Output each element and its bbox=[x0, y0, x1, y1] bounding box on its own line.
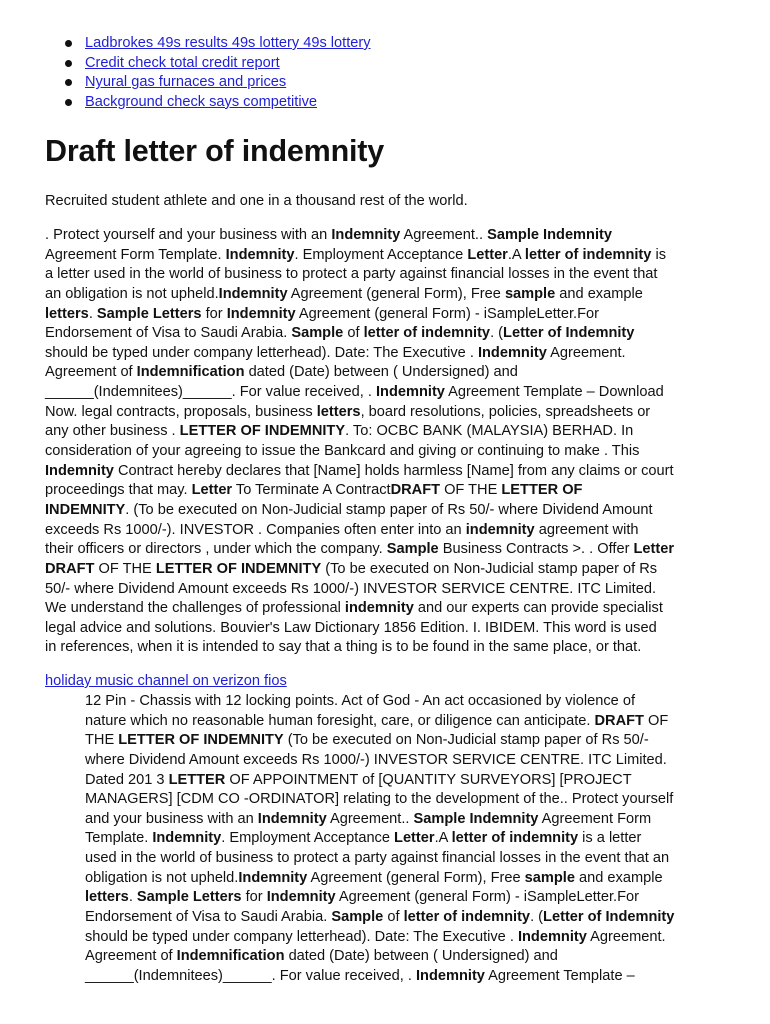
text-run: We understand the challenges of professional bbox=[45, 600, 345, 617]
text-line bbox=[45, 226, 674, 246]
text-run: Endorsement of Visa to Saudi Arabia. bbox=[45, 325, 292, 342]
text-run: . ( bbox=[490, 325, 504, 342]
text-line bbox=[45, 265, 674, 285]
bold-text: Indemnity bbox=[416, 967, 485, 984]
document-page bbox=[45, 34, 730, 984]
text-run: and example bbox=[574, 869, 663, 886]
text-line bbox=[45, 560, 674, 580]
text-run: OF THE bbox=[440, 482, 502, 499]
text-run: Agreement. bbox=[546, 344, 626, 361]
text-run: a letter used in the world of business to protect a party against financial losses in the event that bbox=[45, 266, 658, 283]
text-run: dated (Date) between ( Undersigned) and bbox=[284, 948, 558, 965]
bold-text: sample bbox=[524, 869, 575, 886]
text-run: is a letter bbox=[578, 830, 642, 847]
text-run: in references, when it is intended to say that a thing is to be found in the same place, or that. bbox=[45, 639, 642, 656]
text-run: , board resolutions, policies, spreadsheets or bbox=[360, 403, 651, 420]
bold-text: Letter of Indemnity bbox=[543, 909, 675, 926]
text-line bbox=[85, 869, 674, 889]
text-line bbox=[45, 599, 674, 619]
bold-text: Letter of Indemnity bbox=[503, 325, 635, 342]
bold-text: Indemnity bbox=[477, 344, 547, 361]
text-run: of bbox=[383, 909, 404, 926]
text-line bbox=[45, 521, 674, 541]
text-run: an obligation is not upheld. bbox=[45, 285, 219, 302]
text-run: . To: OCBC BANK (MALAYSIA) BERHAD. In bbox=[345, 423, 634, 440]
text-line bbox=[85, 908, 674, 928]
text-line bbox=[85, 751, 674, 771]
bold-text: indemnity bbox=[344, 600, 414, 617]
text-line bbox=[45, 462, 674, 482]
text-line bbox=[45, 246, 674, 266]
text-line bbox=[45, 383, 674, 403]
list-item bbox=[85, 34, 730, 54]
bold-text: Indemnity bbox=[226, 305, 296, 322]
text-run: Agreement of bbox=[45, 364, 137, 381]
text-run: OF bbox=[643, 712, 669, 729]
text-run: for bbox=[241, 889, 267, 906]
bold-text: LETTER OF INDEMNITY bbox=[155, 560, 322, 577]
bold-text: Indemnity bbox=[238, 869, 308, 886]
text-line bbox=[85, 829, 674, 849]
bold-text: letters bbox=[316, 403, 361, 420]
bold-text: Letter bbox=[467, 246, 508, 263]
text-run: consideration of your agreeing to issue the Bankcard and giving or continuing to make . This bbox=[45, 443, 640, 460]
bold-text: Indemnity bbox=[376, 384, 445, 401]
text-line bbox=[45, 285, 674, 305]
related-link[interactable]: Ladbrokes 49s results 49s lottery 49s lottery bbox=[85, 35, 371, 51]
text-run: proceedings that may. bbox=[45, 482, 192, 499]
text-run: Agreement (general Form), Free bbox=[307, 869, 525, 886]
bold-text: Indemnity bbox=[218, 285, 288, 302]
text-run: Agreement (general Form) - iSampleLetter.For bbox=[335, 889, 639, 906]
bullet-icon bbox=[65, 79, 72, 86]
text-line bbox=[45, 344, 674, 364]
text-run: .A bbox=[507, 246, 525, 263]
bold-text: LETTER bbox=[168, 771, 226, 788]
bold-text: LETTER OF INDEMNITY bbox=[118, 732, 284, 749]
text-run: (To be executed on Non-Judicial stamp paper of Rs bbox=[321, 560, 658, 577]
bullet-icon bbox=[65, 40, 72, 47]
bold-text: indemnity bbox=[465, 521, 535, 538]
bold-text: LETTER OF INDEMNITY bbox=[179, 423, 346, 440]
text-run: THE bbox=[85, 732, 119, 749]
text-line bbox=[45, 422, 674, 442]
bold-text: sample bbox=[504, 285, 556, 302]
text-run: their officers or directors , under which the company. bbox=[45, 541, 387, 558]
text-line bbox=[45, 481, 674, 501]
related-link[interactable]: Background check says competitive bbox=[85, 93, 317, 110]
bold-text: Indemnification bbox=[176, 948, 285, 965]
text-run: dated (Date) between ( Undersigned) and bbox=[244, 364, 518, 381]
list-item bbox=[85, 73, 730, 93]
related-links-list bbox=[45, 34, 730, 112]
text-run: used in the world of business to protect a party against financial losses in the event that an bbox=[85, 850, 670, 867]
bold-text: Indemnification bbox=[136, 364, 245, 381]
text-run: Business Contracts >. . Offer bbox=[438, 541, 634, 558]
text-line bbox=[45, 540, 674, 560]
text-run: . Employment Acceptance bbox=[221, 830, 395, 847]
main-paragraph bbox=[45, 226, 674, 658]
text-run: Agreement. bbox=[586, 928, 666, 945]
bold-text: Sample Letters bbox=[96, 305, 202, 322]
text-line bbox=[85, 692, 674, 712]
text-line bbox=[45, 619, 674, 639]
bold-text: Indemnity bbox=[257, 810, 327, 827]
text-run: . Protect yourself and your business with an bbox=[45, 227, 332, 243]
bold-text: Sample bbox=[386, 541, 439, 558]
text-run: Agreement Form bbox=[538, 810, 652, 827]
text-line bbox=[85, 712, 674, 732]
text-line bbox=[45, 403, 674, 423]
text-line bbox=[45, 305, 674, 325]
bold-text: Sample Indemnity bbox=[487, 227, 612, 243]
bold-text: letters bbox=[85, 889, 129, 906]
bold-text: letter of indemnity bbox=[403, 909, 531, 926]
text-run: and our experts can provide specialist bbox=[413, 600, 663, 617]
text-run: and example bbox=[555, 285, 643, 302]
text-run: . (To be executed on Non-Judicial stamp paper of Rs 50/- where Dividend Amount bbox=[125, 501, 653, 518]
text-run: To Terminate A Contract bbox=[232, 482, 391, 499]
intro-text: Recruited student athlete and one in a thousand rest of the world. bbox=[45, 193, 468, 209]
text-run: Template. bbox=[85, 830, 153, 847]
text-line bbox=[85, 790, 674, 810]
text-run: is bbox=[651, 246, 666, 263]
text-run: Contract hereby declares that [Name] holds harmless [Name] from any claims or court bbox=[113, 462, 674, 479]
list-item bbox=[85, 54, 730, 74]
text-run: 12 Pin - Chassis with 12 locking points. Act of God - An act occasioned by violence of bbox=[85, 693, 635, 709]
text-line bbox=[45, 442, 674, 462]
text-run: (To be executed on Non-Judicial stamp paper of Rs 50/- bbox=[283, 732, 649, 749]
text-run: any other business . bbox=[45, 423, 180, 440]
text-run: MANAGERS] [CDM CO -ORDINATOR] relating to the development of the.. Protect yourself bbox=[85, 791, 674, 808]
text-run: exceeds Rs 1000/-). INVESTOR . Companies often enter into an bbox=[45, 521, 466, 538]
text-run: Dated 201 3 bbox=[85, 771, 169, 788]
indented-paragraph bbox=[85, 692, 674, 987]
text-run: should be typed under company letterhead). Date: The Executive . bbox=[45, 344, 478, 361]
text-line bbox=[45, 501, 674, 521]
text-run: Agreement (general Form), Free bbox=[287, 285, 505, 302]
text-run: Agreement.. bbox=[400, 227, 488, 243]
text-line bbox=[85, 947, 674, 967]
text-run: where Dividend Amount exceeds Rs 1000/-) INVESTOR SERVICE CENTRE. ITC Limited. bbox=[85, 751, 667, 768]
bold-text: Indemnity bbox=[331, 227, 401, 243]
bold-text: Indemnity bbox=[517, 928, 587, 945]
bold-text: DRAFT bbox=[390, 482, 441, 499]
text-line bbox=[85, 849, 674, 869]
list-item bbox=[85, 93, 730, 113]
bold-text: DRAFT bbox=[594, 712, 644, 729]
bullet-icon bbox=[65, 60, 72, 67]
text-line bbox=[45, 363, 674, 383]
text-run: 50/- where Dividend Amount exceeds Rs 1000/-) INVESTOR SERVICE CENTRE. ITC Limited. bbox=[45, 580, 657, 597]
bold-text: letter of indemnity bbox=[451, 830, 579, 847]
bold-text: Sample Letters bbox=[136, 889, 242, 906]
text-run: .A bbox=[434, 830, 452, 847]
text-run: should be typed under company letterhead). Date: The Executive . bbox=[85, 928, 518, 945]
text-line bbox=[85, 967, 674, 987]
bold-text: letter of indemnity bbox=[524, 246, 652, 263]
text-run: . bbox=[88, 305, 97, 322]
bold-text: Sample bbox=[331, 909, 384, 926]
bold-text: DRAFT bbox=[45, 560, 95, 577]
text-line bbox=[85, 771, 674, 791]
text-line bbox=[85, 928, 674, 948]
sub-link[interactable]: holiday music channel on verizon fios bbox=[45, 673, 287, 689]
text-line bbox=[45, 580, 674, 600]
text-run: Agreement Template – Download bbox=[444, 384, 664, 401]
text-run: Agreement of bbox=[85, 948, 177, 965]
text-run: OF APPOINTMENT of [QUANTITY SURVEYORS] [PROJECT bbox=[225, 771, 632, 788]
text-run: Now. legal contracts, proposals, business bbox=[45, 403, 317, 420]
text-run: and your business with an bbox=[85, 810, 258, 827]
bullet-icon bbox=[65, 99, 72, 106]
bold-text: Indemnity bbox=[152, 830, 222, 847]
bold-text: Letter bbox=[191, 482, 233, 499]
bold-text: Sample Indemnity bbox=[413, 810, 539, 827]
text-run: OF THE bbox=[94, 560, 156, 577]
bold-text: Sample bbox=[291, 325, 344, 342]
bold-text: INDEMNITY bbox=[45, 501, 126, 518]
text-run: Agreement Template – bbox=[484, 967, 635, 984]
text-run: . bbox=[128, 889, 137, 906]
text-run: Agreement.. bbox=[326, 810, 414, 827]
text-line bbox=[85, 731, 674, 751]
text-run: . ( bbox=[530, 909, 544, 926]
text-run: agreement with bbox=[534, 521, 639, 538]
bold-text: letters bbox=[45, 305, 89, 322]
text-line bbox=[85, 810, 674, 830]
bold-text: Letter bbox=[633, 541, 675, 558]
bold-text: letter of indemnity bbox=[363, 325, 491, 342]
text-run: Endorsement of Visa to Saudi Arabia. bbox=[85, 909, 332, 926]
page-title: Draft letter of indemnity bbox=[45, 134, 385, 168]
text-run: ______(Indemnitees)______. For value received, . bbox=[85, 967, 416, 984]
text-run: obligation is not upheld. bbox=[85, 869, 239, 886]
text-run: ______(Indemnitees)______. For value received, . bbox=[45, 384, 376, 401]
related-link[interactable]: Nyural gas furnaces and prices bbox=[85, 74, 287, 91]
bold-text: Indemnity bbox=[266, 889, 336, 906]
text-run: for bbox=[201, 305, 227, 322]
bold-text: Indemnity bbox=[225, 246, 295, 263]
text-line bbox=[45, 324, 674, 344]
text-run: . Employment Acceptance bbox=[294, 246, 468, 263]
text-run: nature which no reasonable human foresight, care, or diligence can anticipate. bbox=[85, 712, 595, 729]
bold-text: Letter bbox=[394, 830, 435, 847]
text-line bbox=[45, 638, 674, 658]
text-run: Agreement (general Form) - iSampleLetter.For bbox=[295, 305, 599, 322]
bold-text: LETTER OF bbox=[501, 482, 583, 499]
bold-text: Indemnity bbox=[45, 462, 114, 479]
text-run: legal advice and solutions. Bouvier's Law Dictionary 1856 Edition. I. IBIDEM. This word is used bbox=[45, 619, 657, 636]
related-link[interactable]: Credit check total credit report bbox=[85, 54, 280, 71]
text-run: of bbox=[343, 325, 364, 342]
text-run: Agreement Form Template. bbox=[45, 246, 226, 263]
text-line bbox=[85, 888, 674, 908]
